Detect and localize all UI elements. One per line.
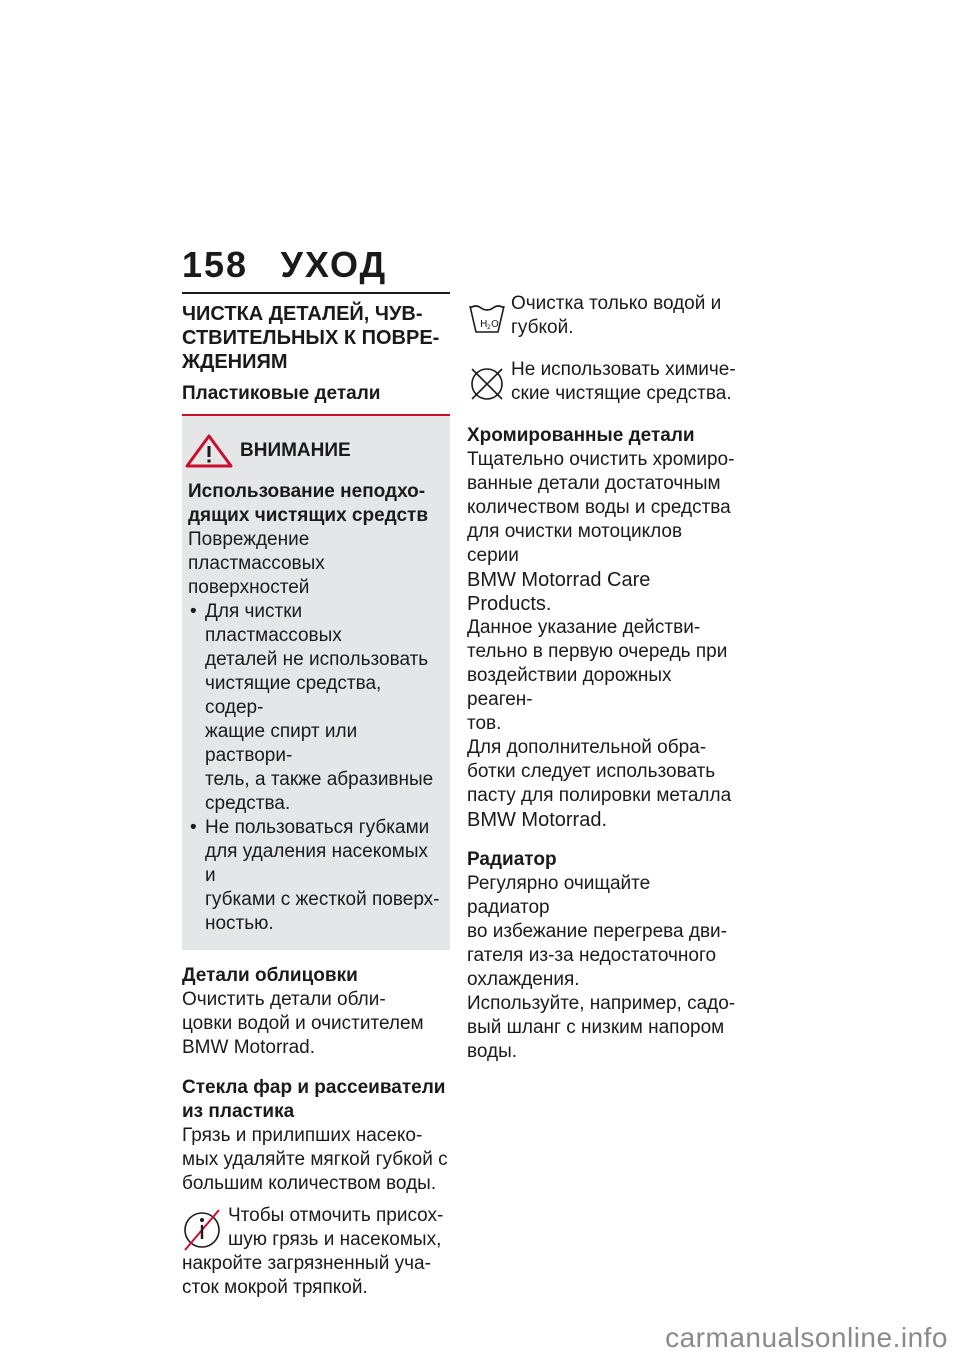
warning-triangle-icon xyxy=(184,433,234,469)
text-line: тельно в первую очередь при xyxy=(467,641,728,662)
text-line: Используйте, например, садо- xyxy=(467,993,736,1014)
warning-bullets xyxy=(188,600,442,936)
text-line: ванные детали достаточным xyxy=(467,473,721,494)
text-line: количеством воды и средства xyxy=(467,497,731,518)
text-line: Очистить детали обли- xyxy=(182,989,386,1010)
warning-title-line: дящих чистящих средств xyxy=(188,505,429,526)
text-line: вый шланг с низким напором xyxy=(467,1017,725,1038)
warning-title-line: Использование неподхо- xyxy=(188,481,426,502)
water-wash-icon xyxy=(467,298,507,338)
text-line: большим количеством воды. xyxy=(182,1173,437,1194)
page-number: 158 xyxy=(182,244,249,285)
left-column xyxy=(182,292,450,1300)
text-line: для очистки мотоциклов серии xyxy=(467,521,683,566)
bullet-line: • Не пользоваться губками xyxy=(205,817,430,838)
text-line: во избежание перегрева дви- xyxy=(467,921,727,942)
text-line: гателя из-за недостаточного xyxy=(467,945,717,966)
text-line: охлаждения. xyxy=(467,969,580,990)
section-lens-heading xyxy=(182,1076,450,1124)
warning-description-line: поверхностей xyxy=(188,577,310,598)
warning-box xyxy=(182,416,450,950)
svg-text:O: O xyxy=(491,319,499,330)
warning-description-line: Повреждение пластмассовых xyxy=(188,529,325,574)
bullet-line: тель, а также абразивные xyxy=(205,769,434,790)
bullet-line: для удаления насекомых и xyxy=(205,841,429,886)
text-line: BMW Motorrad. xyxy=(467,809,608,831)
svg-text:H: H xyxy=(480,319,488,330)
text-line: Для дополнительной обра- xyxy=(467,737,707,758)
warning-title xyxy=(188,480,442,528)
watermark: carmanualsonline.info xyxy=(665,1322,948,1353)
text-line: ботки следует использовать xyxy=(467,761,716,782)
top-rule xyxy=(182,292,450,294)
info-line: накройте загрязненный уча- xyxy=(182,1253,431,1274)
text-line: Тщательно очистить хромиро- xyxy=(467,449,735,470)
info-icon xyxy=(182,1206,222,1252)
text-line: BMW Motorrad. xyxy=(182,1037,316,1058)
text-line: Данное указание действи- xyxy=(467,617,701,638)
page-header xyxy=(182,244,387,286)
bullet-line: ностью. xyxy=(205,913,274,934)
section-chrome-text xyxy=(467,448,737,832)
bullet-line: деталей не использовать xyxy=(205,649,429,670)
text-line: Регулярно очищайте радиатор xyxy=(467,873,651,918)
text-line: цовки водой и очистителем xyxy=(182,1013,424,1034)
section-lens xyxy=(182,1076,450,1300)
heading-line: Стекла фар и рассеиватели xyxy=(182,1077,446,1098)
section-chrome-heading: Хромированные детали xyxy=(467,425,695,446)
heading-line: из пластика xyxy=(182,1101,295,1122)
text-line: тов. xyxy=(467,713,502,734)
section-trim xyxy=(182,964,450,1060)
symbol-text xyxy=(511,358,736,406)
bullet-line: жащие спирт или раствори- xyxy=(205,721,358,766)
section-chrome xyxy=(467,424,737,832)
main-heading xyxy=(182,302,450,374)
section-trim-heading: Детали облицовки xyxy=(182,965,358,986)
bullet-item xyxy=(188,816,442,936)
info-line: сток мокрой тряпкой. xyxy=(182,1277,368,1298)
no-chemicals-icon xyxy=(467,364,507,404)
svg-text:2: 2 xyxy=(487,324,491,331)
text-line: ские чистящие средства. xyxy=(511,383,732,404)
chapter-title: УХОД xyxy=(280,244,388,285)
right-column xyxy=(467,292,737,1064)
warning-header xyxy=(188,430,442,472)
section-radiator-heading: Радиатор xyxy=(467,849,557,870)
bullet-line: чистящие средства, содер- xyxy=(205,673,382,718)
main-heading-line: ЖДЕНИЯМ xyxy=(182,351,288,373)
text-line: воды. xyxy=(467,1041,518,1062)
text-line: мых удаляйте мягкой губкой с xyxy=(182,1149,448,1170)
info-line: шую грязь и насекомых, xyxy=(228,1229,442,1250)
text-line: пасту для полировки металла xyxy=(467,785,732,806)
text-line: BMW Motorrad Care Products. xyxy=(467,569,651,615)
text-line: воздействии дорожных реаген- xyxy=(467,665,672,710)
info-line: Чтобы отмочить присох- xyxy=(228,1205,444,1226)
section-radiator-text xyxy=(467,872,737,1064)
warning-description xyxy=(188,528,442,600)
text-line: Не использовать химиче- xyxy=(511,359,736,380)
symbol-row-water xyxy=(467,292,737,340)
info-note xyxy=(182,1204,450,1300)
main-heading-line: ЧИСТКА ДЕТАЛЕЙ, ЧУВ- xyxy=(182,303,423,325)
text-line: губкой. xyxy=(511,317,574,338)
section-trim-text xyxy=(182,988,450,1060)
bullet-line: губками с жесткой поверх- xyxy=(205,889,440,910)
bullet-item xyxy=(188,600,442,816)
section-radiator xyxy=(467,848,737,1064)
main-heading-line: СТВИТЕЛЬНЫХ К ПОВРЕ- xyxy=(182,327,440,349)
sub-heading-plastic: Пластиковые детали xyxy=(182,383,381,404)
symbol-row-no-chemicals xyxy=(467,358,737,406)
text-line: Очистка только водой и xyxy=(511,293,722,314)
bullet-line: средства. xyxy=(205,793,291,814)
text-line: Грязь и прилипших насеко- xyxy=(182,1125,423,1146)
symbol-text xyxy=(511,292,721,340)
bullet-line: • Для чистки пластмассовых xyxy=(205,601,342,646)
warning-label: ВНИМАНИЕ xyxy=(240,440,351,461)
section-lens-text xyxy=(182,1124,450,1196)
